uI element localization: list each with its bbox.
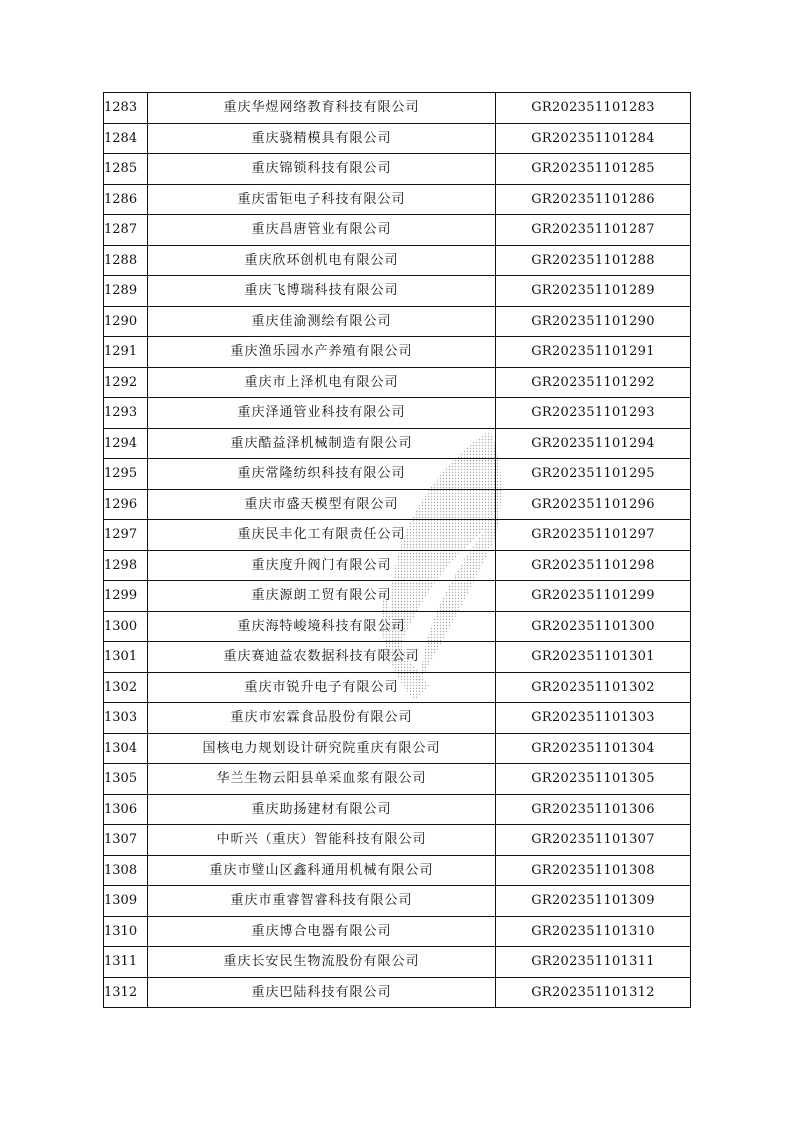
table-row xyxy=(104,642,691,673)
certificate-code: GR202351101284 xyxy=(496,123,691,154)
row-number: 1311 xyxy=(104,947,148,978)
company-name: 重庆雷钜电子科技有限公司 xyxy=(148,184,496,215)
row-number: 1291 xyxy=(104,337,148,368)
table-row xyxy=(104,794,691,825)
table-row xyxy=(104,428,691,459)
table-row xyxy=(104,93,691,124)
company-name: 重庆助扬建材有限公司 xyxy=(148,794,496,825)
row-number: 1306 xyxy=(104,794,148,825)
company-name: 重庆赛迪益农数据科技有限公司 xyxy=(148,642,496,673)
table-row xyxy=(104,916,691,947)
certificate-code: GR202351101311 xyxy=(496,947,691,978)
certificate-code: GR202351101287 xyxy=(496,215,691,246)
table-row xyxy=(104,306,691,337)
row-number: 1301 xyxy=(104,642,148,673)
certificate-code: GR202351101310 xyxy=(496,916,691,947)
company-name: 重庆巴陆科技有限公司 xyxy=(148,977,496,1008)
row-number: 1312 xyxy=(104,977,148,1008)
company-name: 华兰生物云阳县单采血浆有限公司 xyxy=(148,764,496,795)
company-name: 重庆华煜网络教育科技有限公司 xyxy=(148,93,496,124)
row-number: 1310 xyxy=(104,916,148,947)
certificate-code: GR202351101301 xyxy=(496,642,691,673)
row-number: 1289 xyxy=(104,276,148,307)
company-name: 重庆欣环创机电有限公司 xyxy=(148,245,496,276)
certificate-code: GR202351101283 xyxy=(496,93,691,124)
company-name: 重庆泽通管业科技有限公司 xyxy=(148,398,496,429)
row-number: 1302 xyxy=(104,672,148,703)
row-number: 1290 xyxy=(104,306,148,337)
company-name: 重庆飞博瑞科技有限公司 xyxy=(148,276,496,307)
certificate-code: GR202351101306 xyxy=(496,794,691,825)
table-row xyxy=(104,581,691,612)
row-number: 1299 xyxy=(104,581,148,612)
company-name: 重庆长安民生物流股份有限公司 xyxy=(148,947,496,978)
row-number: 1286 xyxy=(104,184,148,215)
certificate-code: GR202351101312 xyxy=(496,977,691,1008)
certificate-code: GR202351101308 xyxy=(496,855,691,886)
certificate-code: GR202351101292 xyxy=(496,367,691,398)
company-name: 重庆常隆纺织科技有限公司 xyxy=(148,459,496,490)
company-name: 重庆渔乐园水产养殖有限公司 xyxy=(148,337,496,368)
row-number: 1308 xyxy=(104,855,148,886)
table-row xyxy=(104,276,691,307)
certificate-code: GR202351101307 xyxy=(496,825,691,856)
table-row xyxy=(104,489,691,520)
company-name: 重庆民丰化工有限责任公司 xyxy=(148,520,496,551)
row-number: 1309 xyxy=(104,886,148,917)
table-row xyxy=(104,245,691,276)
company-name: 重庆源朗工贸有限公司 xyxy=(148,581,496,612)
company-name: 重庆佳渝测绘有限公司 xyxy=(148,306,496,337)
table-body xyxy=(104,93,691,1008)
row-number: 1300 xyxy=(104,611,148,642)
table-row xyxy=(104,703,691,734)
certificate-code: GR202351101293 xyxy=(496,398,691,429)
company-name: 重庆市上泽机电有限公司 xyxy=(148,367,496,398)
table-row xyxy=(104,764,691,795)
company-name: 重庆市锐升电子有限公司 xyxy=(148,672,496,703)
table-row xyxy=(104,947,691,978)
company-name: 重庆市重睿智睿科技有限公司 xyxy=(148,886,496,917)
row-number: 1288 xyxy=(104,245,148,276)
company-name: 重庆海特峻境科技有限公司 xyxy=(148,611,496,642)
table-row xyxy=(104,367,691,398)
table-row xyxy=(104,154,691,185)
company-table xyxy=(103,92,691,1008)
table-row xyxy=(104,825,691,856)
row-number: 1285 xyxy=(104,154,148,185)
table-row xyxy=(104,733,691,764)
row-number: 1296 xyxy=(104,489,148,520)
row-number: 1297 xyxy=(104,520,148,551)
company-name: 重庆市宏霖食品股份有限公司 xyxy=(148,703,496,734)
row-number: 1298 xyxy=(104,550,148,581)
row-number: 1292 xyxy=(104,367,148,398)
certificate-code: GR202351101299 xyxy=(496,581,691,612)
company-name: 重庆博合电器有限公司 xyxy=(148,916,496,947)
row-number: 1295 xyxy=(104,459,148,490)
certificate-code: GR202351101297 xyxy=(496,520,691,551)
company-name: 重庆骁精模具有限公司 xyxy=(148,123,496,154)
certificate-code: GR202351101285 xyxy=(496,154,691,185)
certificate-code: GR202351101296 xyxy=(496,489,691,520)
row-number: 1287 xyxy=(104,215,148,246)
table-row xyxy=(104,855,691,886)
company-name: 重庆锦锁科技有限公司 xyxy=(148,154,496,185)
certificate-code: GR202351101302 xyxy=(496,672,691,703)
row-number: 1293 xyxy=(104,398,148,429)
table-row xyxy=(104,215,691,246)
certificate-code: GR202351101294 xyxy=(496,428,691,459)
row-number: 1303 xyxy=(104,703,148,734)
table-row xyxy=(104,977,691,1008)
row-number: 1304 xyxy=(104,733,148,764)
certificate-code: GR202351101290 xyxy=(496,306,691,337)
certificate-code: GR202351101309 xyxy=(496,886,691,917)
table-row xyxy=(104,337,691,368)
certificate-code: GR202351101295 xyxy=(496,459,691,490)
certificate-code: GR202351101303 xyxy=(496,703,691,734)
company-name: 重庆度升阀门有限公司 xyxy=(148,550,496,581)
company-name: 重庆酷益泽机械制造有限公司 xyxy=(148,428,496,459)
row-number: 1284 xyxy=(104,123,148,154)
row-number: 1283 xyxy=(104,93,148,124)
company-name: 中昕兴（重庆）智能科技有限公司 xyxy=(148,825,496,856)
company-name: 重庆市盛天模型有限公司 xyxy=(148,489,496,520)
table-row xyxy=(104,886,691,917)
table-row xyxy=(104,611,691,642)
table-row xyxy=(104,398,691,429)
table-row xyxy=(104,459,691,490)
row-number: 1305 xyxy=(104,764,148,795)
company-name: 重庆市璧山区鑫科通用机械有限公司 xyxy=(148,855,496,886)
table-row xyxy=(104,550,691,581)
table-row xyxy=(104,672,691,703)
certificate-code: GR202351101291 xyxy=(496,337,691,368)
certificate-code: GR202351101289 xyxy=(496,276,691,307)
certificate-code: GR202351101300 xyxy=(496,611,691,642)
row-number: 1294 xyxy=(104,428,148,459)
certificate-code: GR202351101286 xyxy=(496,184,691,215)
table-row xyxy=(104,123,691,154)
company-name: 重庆昌唐管业有限公司 xyxy=(148,215,496,246)
certificate-code: GR202351101304 xyxy=(496,733,691,764)
certificate-code: GR202351101298 xyxy=(496,550,691,581)
company-name: 国核电力规划设计研究院重庆有限公司 xyxy=(148,733,496,764)
table-row xyxy=(104,184,691,215)
row-number: 1307 xyxy=(104,825,148,856)
table-row xyxy=(104,520,691,551)
certificate-code: GR202351101305 xyxy=(496,764,691,795)
certificate-code: GR202351101288 xyxy=(496,245,691,276)
